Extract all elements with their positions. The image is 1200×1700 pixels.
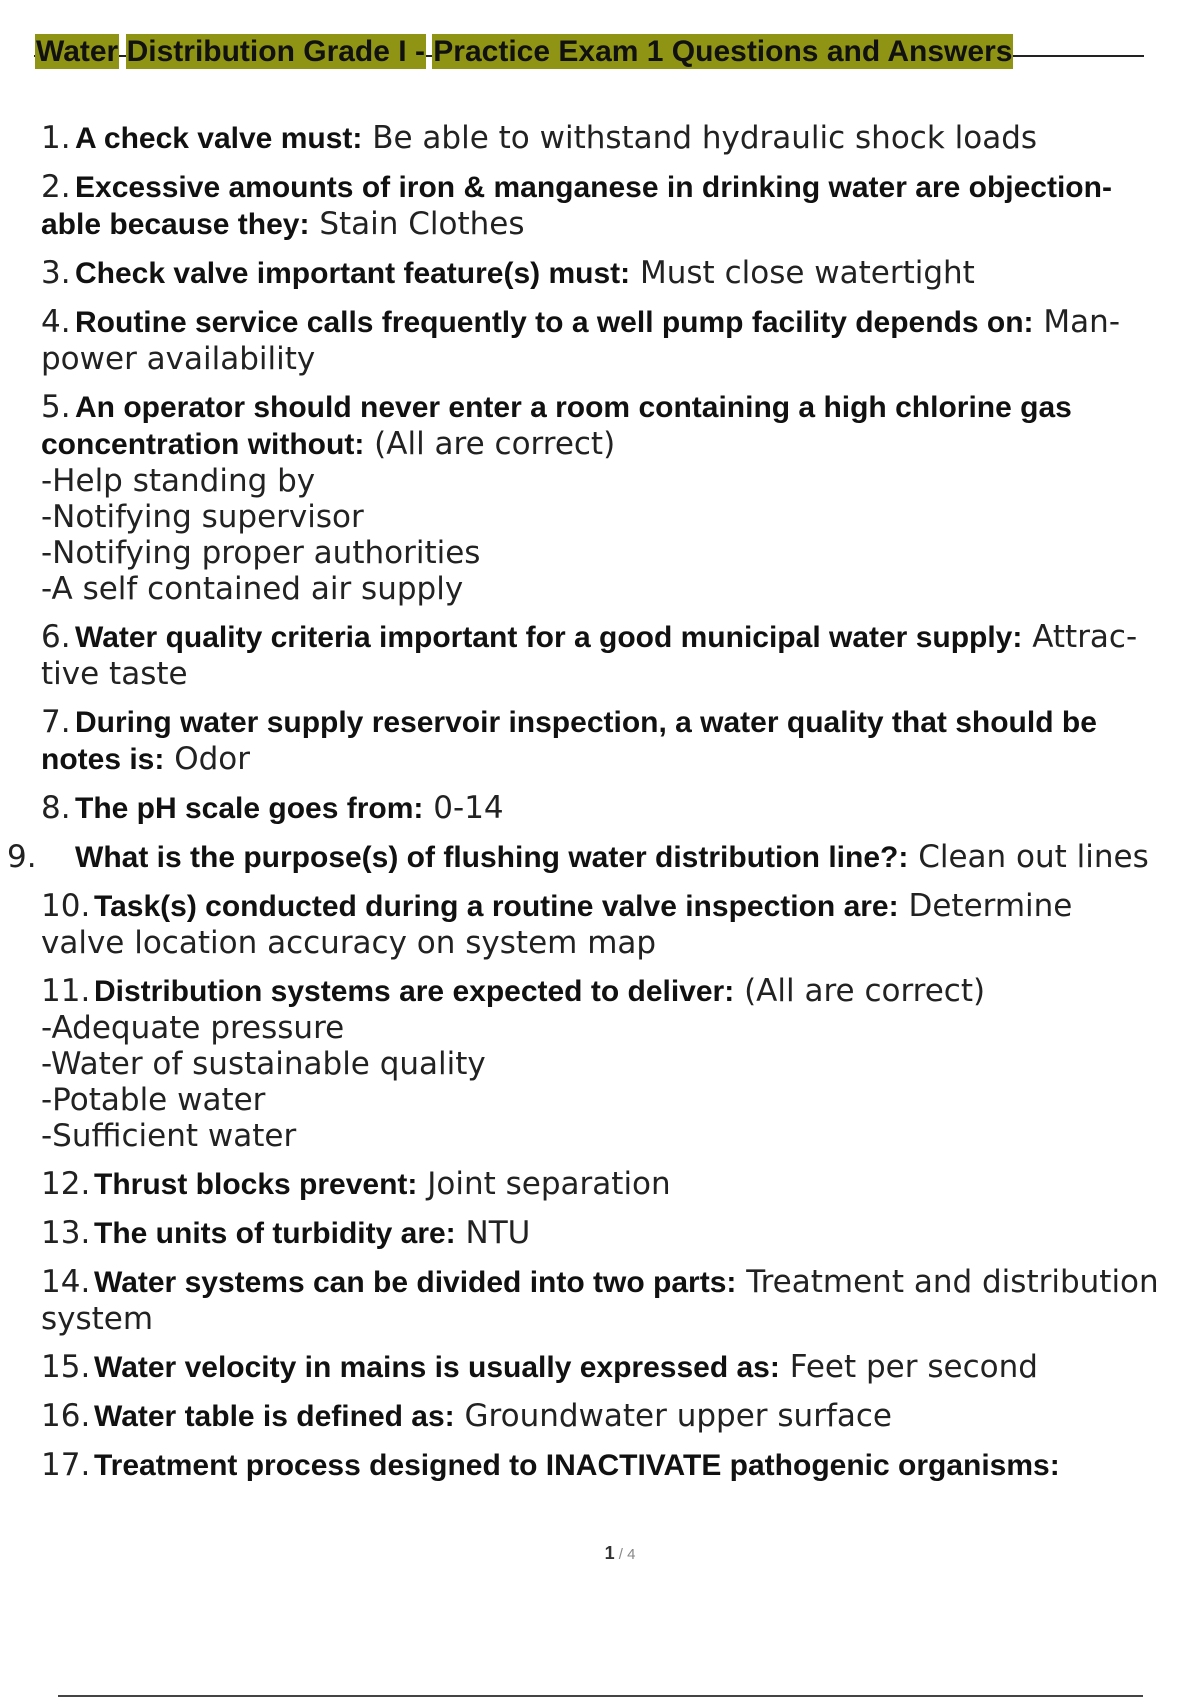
question-text: Distribution systems are expected to deliver:	[94, 975, 735, 1008]
question-text: Check valve important feature(s) must:	[75, 257, 631, 290]
question-item	[41, 1166, 1161, 1203]
current-page: 1	[604, 1543, 615, 1563]
question-item	[41, 1447, 1161, 1484]
page-separator: /	[614, 1546, 628, 1563]
page-bottom-rule	[58, 1695, 1143, 1697]
answer-option: -Sufficient water	[41, 1118, 297, 1154]
title-highlight: Practice Exam 1 Questions and Answers	[433, 35, 1013, 68]
answer-text: Stain Clothes	[319, 206, 525, 242]
question-number: 2.	[41, 169, 71, 205]
question-number: 10.	[41, 888, 91, 924]
answer-option: -Help standing by	[41, 463, 316, 499]
question-item	[41, 1264, 1161, 1337]
question-item	[7, 839, 1161, 876]
answer-text: Man- power availability	[41, 304, 1120, 377]
question-text: The units of turbidity are:	[94, 1217, 456, 1250]
question-item	[41, 169, 1161, 243]
question-number: 17.	[41, 1447, 91, 1483]
answer-option: -Water of sustainable quality	[41, 1046, 486, 1082]
question-text: The pH scale goes from:	[75, 792, 424, 825]
total-pages: 4	[627, 1546, 636, 1563]
answer-text: 0-14	[433, 790, 504, 826]
question-number: 5.	[41, 389, 71, 425]
question-text: Treatment process designed to INACTIVATE pathogenic organisms:	[94, 1449, 1060, 1482]
answer-option: -A self contained air supply	[41, 571, 464, 607]
question-item	[41, 790, 1161, 827]
question-text: An operator should never enter a room containing a high chlorine gas concentration without:	[41, 391, 1072, 461]
title-highlight: Distribution Grade I -	[126, 35, 425, 68]
question-number: 6.	[41, 619, 71, 655]
question-number: 15.	[41, 1349, 91, 1385]
question-number: 3.	[41, 255, 71, 291]
question-item	[41, 389, 1161, 607]
answer-text: Odor	[174, 741, 251, 777]
page-indicator	[0, 1543, 1200, 1564]
question-number: 16.	[41, 1398, 91, 1434]
question-text: Task(s) conducted during a routine valve inspection are:	[94, 890, 899, 923]
answer-text: Must close watertight	[640, 255, 975, 291]
question-number: 11.	[41, 973, 91, 1009]
question-item	[41, 304, 1161, 377]
question-number: 13.	[41, 1215, 91, 1251]
question-number: 8.	[41, 790, 71, 826]
question-text: Routine service calls frequently to a well pump facility depends on:	[75, 306, 1034, 339]
question-number: 9.	[7, 839, 37, 875]
answer-text: Determine valve location accuracy on system map	[41, 888, 1073, 961]
title-highlight: Water	[36, 35, 119, 68]
question-number: 7.	[41, 704, 71, 740]
answer-text: Feet per second	[789, 1349, 1038, 1385]
question-text: Water systems can be divided into two parts:	[94, 1266, 737, 1299]
question-item	[41, 255, 1161, 292]
document-title-block	[34, 32, 1144, 72]
answer-text: (All are correct)	[374, 426, 616, 462]
answer-text: NTU	[465, 1215, 531, 1251]
question-item	[41, 888, 1161, 961]
question-item	[41, 1398, 1161, 1435]
question-item	[41, 1349, 1161, 1386]
answer-option: -Adequate pressure	[41, 1010, 345, 1046]
question-item	[41, 973, 1161, 1154]
answer-option: -Notifying supervisor	[41, 499, 364, 535]
answer-text: Be able to withstand hydraulic shock loads	[372, 120, 1038, 156]
question-item	[41, 704, 1161, 778]
question-number: 1.	[41, 120, 71, 156]
question-text: During water supply reservoir inspection, a water quality that should be notes is:	[41, 706, 1097, 776]
question-item	[41, 120, 1161, 157]
question-number: 14.	[41, 1264, 91, 1300]
answer-option: -Notifying proper authorities	[41, 535, 481, 571]
answer-text: Attrac- tive taste	[41, 619, 1138, 692]
question-text: What is the purpose(s) of flushing water distribution line?:	[75, 841, 909, 874]
answer-text: (All are correct)	[744, 973, 986, 1009]
question-number: 4.	[41, 304, 71, 340]
answer-option: -Potable water	[41, 1082, 266, 1118]
question-text: Water velocity in mains is usually expressed as:	[94, 1351, 780, 1384]
question-text: A check valve must:	[75, 122, 363, 155]
answer-text: Groundwater upper surface	[464, 1398, 892, 1434]
question-text: Water quality criteria important for a good municipal water supply:	[75, 621, 1023, 654]
question-number: 12.	[41, 1166, 91, 1202]
question-text: Excessive amounts of iron & manganese in drinking water are objection- able because they:	[41, 171, 1112, 241]
question-item	[41, 1215, 1161, 1252]
question-text: Water table is defined as:	[94, 1400, 455, 1433]
question-text: Thrust blocks prevent:	[94, 1168, 418, 1201]
document-title	[34, 32, 1014, 72]
answer-text: Joint separation	[427, 1166, 671, 1202]
answer-text: Treatment and distribution system	[41, 1264, 1159, 1337]
question-list	[7, 120, 1161, 1496]
question-item	[41, 619, 1161, 692]
answer-text: Clean out lines	[918, 839, 1149, 875]
